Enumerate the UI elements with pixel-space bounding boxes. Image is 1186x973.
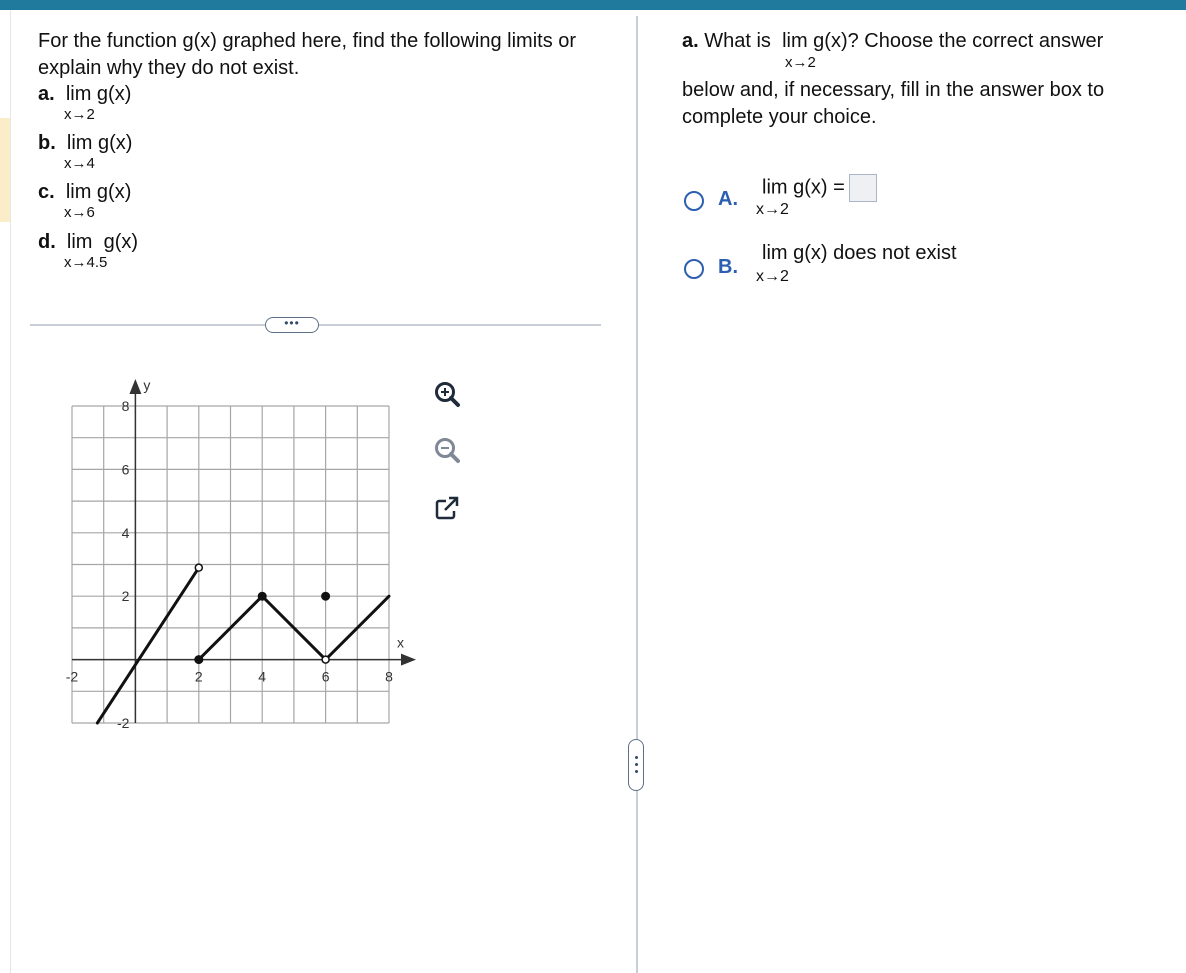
part-a-lim: lim g(x) xyxy=(65,83,132,105)
option-b-text: lim g(x) does not exist xyxy=(762,242,957,264)
question-intro: For the function g(x) graphed here, find the following limits or explain why they do not exist. xyxy=(38,30,577,79)
right-question xyxy=(682,28,1152,55)
part-b xyxy=(38,131,132,173)
zoom-out-icon[interactable] xyxy=(428,432,466,470)
x-tick-label: -2 xyxy=(65,668,79,685)
part-d-lim: lim g(x) xyxy=(66,231,139,253)
graph-axes xyxy=(72,382,413,723)
zoom-in-icon[interactable] xyxy=(428,376,466,414)
part-b-lim: lim g(x) xyxy=(66,132,133,154)
right-question-start: What is xyxy=(704,30,771,52)
part-c xyxy=(38,180,131,222)
part-c-lim: lim g(x) xyxy=(65,181,132,203)
right-question-cont: below and, if necessary, fill in the answer box to complete your choice. xyxy=(682,79,1105,128)
graph-grid xyxy=(72,406,389,723)
closed-point xyxy=(321,592,330,601)
y-tick-label: 2 xyxy=(121,588,130,605)
y-tick-label: -2 xyxy=(116,715,130,731)
closed-point xyxy=(258,592,267,601)
x-tick-label: 8 xyxy=(385,668,393,685)
part-d-label: d. xyxy=(38,231,56,253)
x-tick-label: 6 xyxy=(321,668,330,685)
option-b[interactable] xyxy=(684,240,1004,292)
more-button[interactable]: ••• xyxy=(265,317,319,333)
right-question-label: a. xyxy=(682,30,699,52)
option-a-text: lim g(x) = xyxy=(762,176,845,199)
function-graph xyxy=(60,370,420,740)
part-c-sub: x→6 xyxy=(64,204,95,221)
option-a[interactable] xyxy=(684,172,904,224)
part-a-sub: x→2 xyxy=(64,106,95,123)
open-point xyxy=(195,564,202,571)
splitter-handle[interactable] xyxy=(628,739,644,791)
option-b-sub: x→2 xyxy=(756,268,789,285)
right-question-sub: x→2 xyxy=(785,54,816,71)
x-tick-label: 2 xyxy=(194,668,203,685)
right-question-lim: lim g(x)? xyxy=(782,30,859,52)
right-question-end: Choose the correct answer xyxy=(864,30,1104,52)
top-bar xyxy=(0,0,1186,10)
popout-icon[interactable] xyxy=(428,490,466,528)
left-highlight-marker xyxy=(0,118,10,222)
part-c-label: c. xyxy=(38,181,55,203)
part-b-label: b. xyxy=(38,132,56,154)
y-axis-label: y xyxy=(143,377,151,393)
part-a xyxy=(38,82,131,124)
open-point xyxy=(322,656,329,663)
option-b-radio[interactable] xyxy=(684,259,704,279)
part-a-label: a. xyxy=(38,83,55,105)
part-d xyxy=(38,230,138,272)
panel-splitter xyxy=(636,16,638,973)
graph-segment xyxy=(97,568,198,723)
option-b-letter: B. xyxy=(718,256,738,278)
option-a-letter: A. xyxy=(718,188,738,210)
y-tick-label: 6 xyxy=(121,461,130,478)
closed-point xyxy=(194,655,203,664)
y-tick-label: 4 xyxy=(121,524,130,541)
option-a-sub: x→2 xyxy=(756,201,789,218)
part-d-sub: x→4.5 xyxy=(64,254,108,271)
part-b-sub: x→4 xyxy=(64,155,95,172)
x-axis-label: x xyxy=(397,634,404,651)
option-a-radio[interactable] xyxy=(684,191,704,211)
x-tick-label: 4 xyxy=(258,668,267,685)
answer-input-box[interactable] xyxy=(849,174,877,202)
y-tick-label: 8 xyxy=(121,398,130,414)
